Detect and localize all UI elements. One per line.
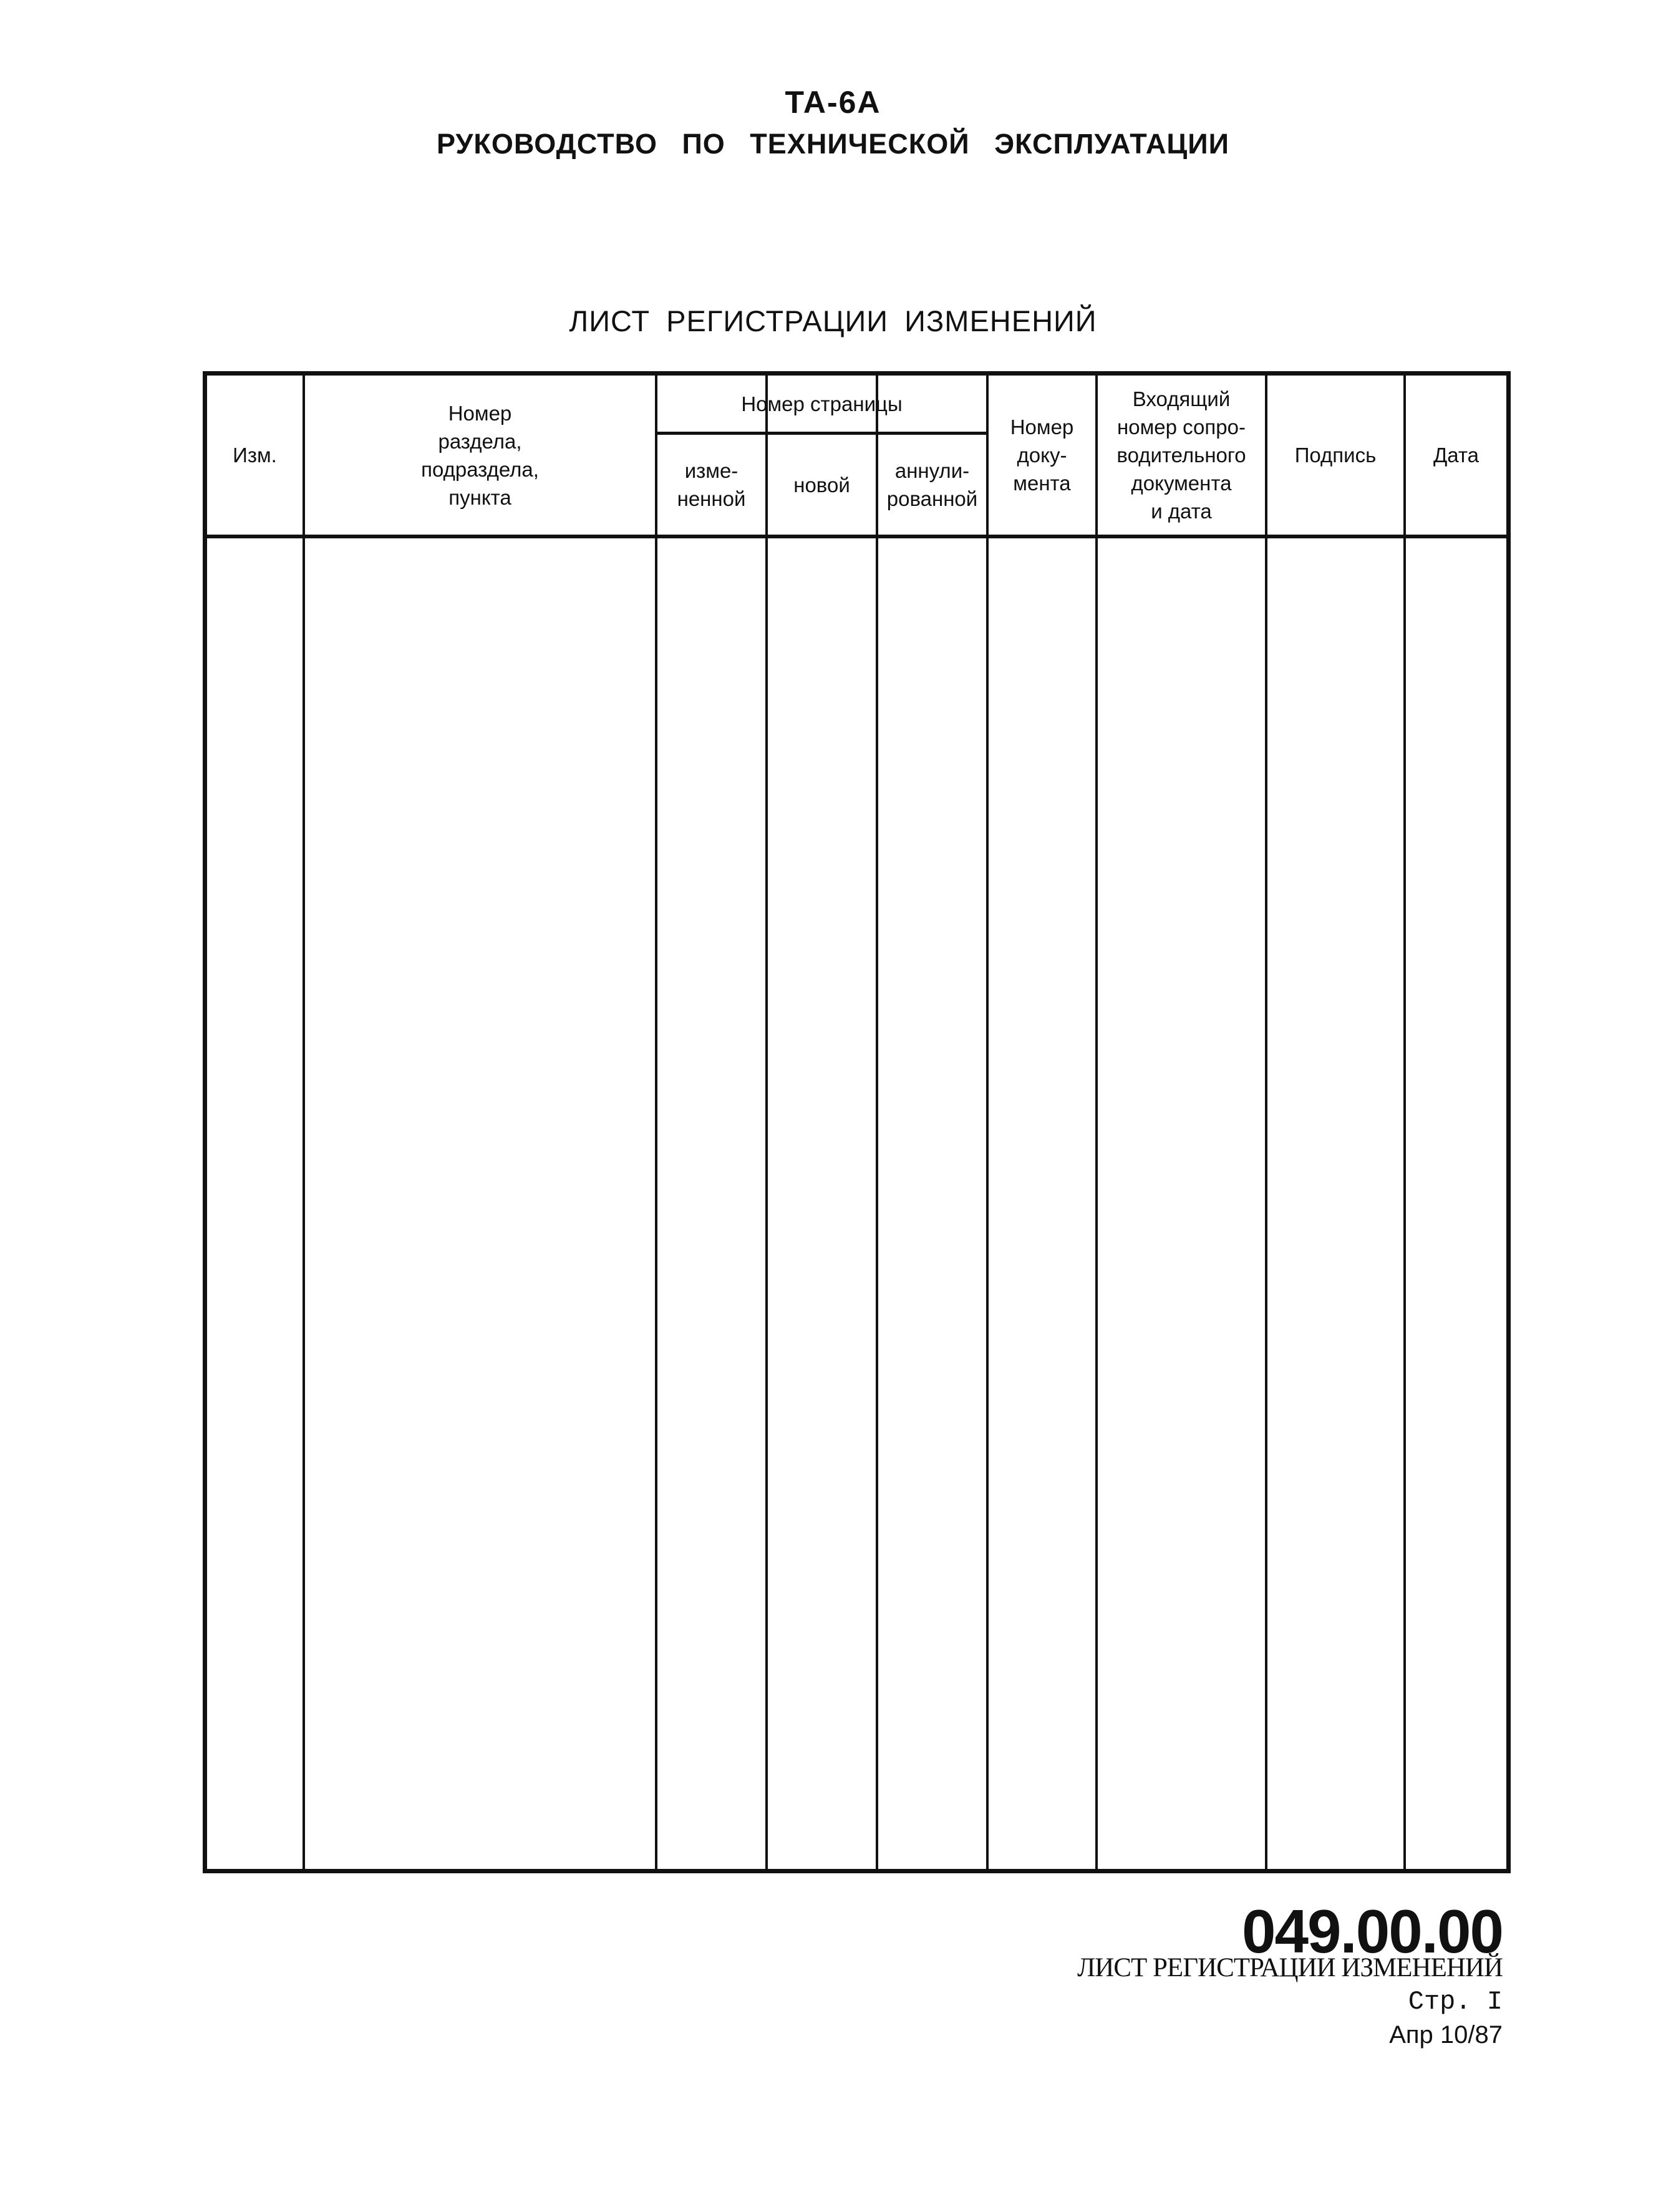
column-divider (765, 376, 768, 1869)
header-page-cancelled: аннули- рованной (886, 459, 978, 510)
column-divider (986, 376, 989, 1869)
sheet-title: ЛИСТ РЕГИСТРАЦИИ ИЗМЕНЕНИЙ (569, 304, 1097, 337)
header-date: Дата (1433, 444, 1480, 467)
footer-title: ЛИСТ РЕГИСТРАЦИИ ИЗМЕНЕНИЙ (1077, 1953, 1503, 1982)
header-incoming-document: Входящий номер сопро- водительного документа и дата (1116, 387, 1246, 523)
revision-date: Апр 10/87 (1389, 2021, 1503, 2049)
page-number: Стр. I (1408, 1987, 1503, 2017)
document-title: РУКОВОДСТВО ПО ТЕХНИЧЕСКОЙ ЭКСПЛУАТАЦИИ (436, 128, 1229, 160)
header-page-number-group: Номер страницы (741, 392, 903, 415)
column-divider (303, 376, 305, 1869)
header-doc-number: Номер доку- мента (1010, 415, 1074, 495)
column-divider (1095, 376, 1098, 1869)
header-section: Номер раздела, подраздела, пункта (421, 401, 539, 509)
column-divider (1403, 376, 1406, 1869)
header-bottom-border (207, 535, 1506, 538)
column-divider (1265, 376, 1267, 1869)
document-code: ТА-6А (785, 85, 881, 120)
header-page-new: новой (793, 473, 850, 497)
header-page-changed: изме- ненной (677, 459, 746, 510)
column-divider (655, 376, 657, 1869)
header-signature: Подпись (1294, 444, 1377, 467)
section-number: 049.00.00 (1242, 1897, 1503, 1966)
change-register-table (203, 371, 1511, 1873)
column-divider (876, 376, 878, 1869)
header-change: Изм. (233, 444, 277, 467)
